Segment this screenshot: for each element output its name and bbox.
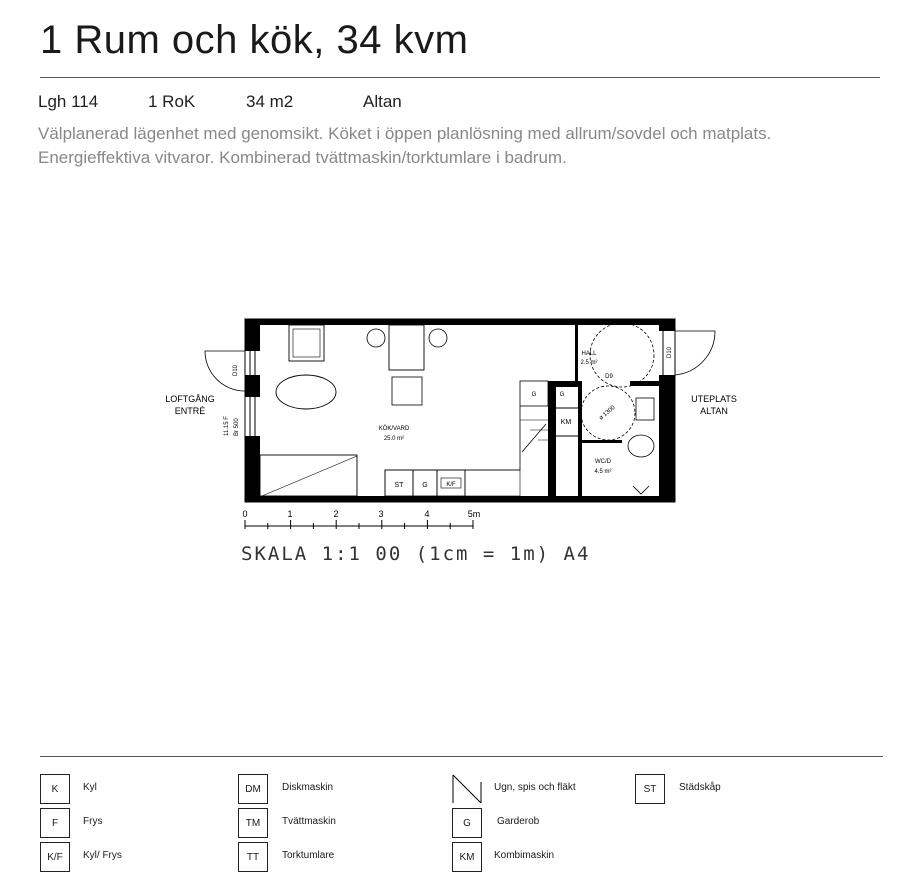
rug — [276, 375, 336, 409]
scale-tick-label: 0 — [242, 509, 248, 519]
floor-plan — [150, 310, 750, 515]
combi-machine-label: KM — [560, 419, 572, 426]
dining-table — [389, 325, 424, 370]
right-wall-upper — [659, 319, 675, 331]
wc-room-area: 4.5 m² — [594, 469, 612, 475]
scale-tick-label: 3 — [378, 509, 384, 519]
bed — [260, 455, 357, 496]
patio-door-label: D10 — [667, 346, 673, 358]
wc-wall — [582, 440, 622, 443]
entrance-label: ENTRÉ — [174, 406, 206, 416]
stair-arrow — [522, 424, 546, 452]
oven-stove-hood-icon — [452, 774, 482, 804]
kitchen-room-area: 25.0 m² — [383, 436, 405, 442]
floor-plan-drawing — [150, 310, 750, 510]
extra-feature: Altan — [363, 92, 402, 111]
living-area: 34 m2 — [246, 92, 294, 111]
turning-circle-label: ø 1300 — [598, 404, 617, 422]
armchair — [289, 325, 324, 361]
page-title: 1 Rum och kök, 34 kvm — [40, 18, 469, 62]
entry-door-label: D10 — [233, 364, 239, 376]
left-wall-upper — [245, 319, 260, 351]
legend-code: G — [452, 808, 482, 838]
hall-room-area: 2.5 m² — [580, 360, 598, 366]
wardrobe-label: G — [531, 392, 537, 398]
armchair-seat — [293, 329, 320, 357]
legend-label: Garderob — [497, 816, 540, 827]
wardrobe-label: G — [559, 392, 565, 398]
legend-code: K/F — [40, 842, 70, 872]
legend-label: Kyl — [83, 782, 97, 793]
legend-label: Städskåp — [679, 782, 721, 793]
sink — [636, 398, 654, 420]
dining-chair — [367, 329, 385, 347]
bathroom-wall-top-right — [630, 381, 659, 386]
legend-code: DM — [238, 774, 268, 804]
scale-tick-label: 1 — [287, 509, 293, 519]
wardrobe-label: G — [422, 482, 428, 489]
hall-turning-circle — [590, 323, 654, 387]
room-count: 1 RoK — [148, 92, 196, 111]
scale-tick-label: 2 — [333, 509, 339, 519]
legend-code: K — [40, 774, 70, 804]
bathroom-wall-top — [548, 381, 578, 387]
legend-label: Ugn, spis och fläkt — [494, 782, 576, 793]
left-wall-lower — [245, 436, 260, 502]
apartment-number: Lgh 114 — [38, 92, 99, 111]
scale-ticks — [245, 520, 473, 529]
legend-label: Kyl/ Frys — [83, 850, 122, 861]
dining-chair-front — [392, 377, 422, 405]
cleaning-cabinet-label: ST — [394, 482, 404, 489]
inner-door-label: D9 — [605, 374, 613, 380]
bottom-wall — [245, 496, 675, 502]
scale-caption: SKALA 1:1 00 (1cm = 1m) A4 — [241, 543, 591, 565]
fridge-freezer-label: K/F — [446, 482, 456, 488]
bed-diagonal — [262, 456, 357, 496]
left-wall-mid — [245, 375, 260, 397]
description-line: Energieffektiva vitvaror. Kombinerad tvättmaskin/torktumlare i badrum. — [38, 148, 567, 167]
legend-label: Diskmaskin — [282, 782, 334, 793]
right-wall-lower — [659, 375, 675, 502]
description — [38, 122, 898, 170]
legend-label: Kombimaskin — [494, 850, 555, 861]
stair-lines — [520, 420, 548, 440]
patio-label: UTEPLATS — [691, 394, 737, 404]
legend-code: TT — [238, 842, 268, 872]
wc-room-name: WC/D — [595, 459, 611, 465]
dining-chair — [429, 329, 447, 347]
scale-bar — [242, 508, 482, 539]
legend-code: TM — [238, 808, 268, 838]
top-wall — [245, 319, 675, 325]
toilet — [628, 435, 654, 457]
window-label: 11.15 F — [224, 416, 230, 436]
description-line: Välplanerad lägenhet med genomsikt. Köket i öppen planlösning med allrum/sovdel och matplats. — [38, 124, 772, 143]
deck-label: ALTAN — [700, 406, 728, 416]
bathroom-wall-inner — [578, 381, 582, 496]
patio-door-swing — [675, 331, 715, 375]
bathroom-wall-left — [548, 381, 556, 496]
legend-code: F — [40, 808, 70, 838]
hall-room-name: HALL — [581, 351, 597, 357]
kitchen-room-name: KÖK/VARD — [378, 426, 410, 432]
scale-bar-drawing — [242, 508, 482, 534]
floor-drain — [633, 486, 649, 494]
scale-tick-label: 4 — [424, 509, 430, 519]
window-width-label: Br 500 — [234, 418, 240, 436]
legend-code: ST — [635, 774, 665, 804]
legend-label: Frys — [83, 816, 103, 827]
entry-door-swing — [205, 351, 245, 391]
header-divider — [40, 77, 880, 78]
scale-tick-label: 5m — [467, 509, 481, 519]
legend-label: Tvättmaskin — [282, 816, 336, 827]
kitchen-counter — [465, 470, 520, 496]
legend-divider — [40, 756, 883, 757]
hall-wall — [575, 325, 578, 381]
corridor-label: LOFTGÅNG — [165, 394, 215, 404]
legend-code: KM — [452, 842, 482, 872]
legend-label: Torktumlare — [282, 850, 335, 861]
